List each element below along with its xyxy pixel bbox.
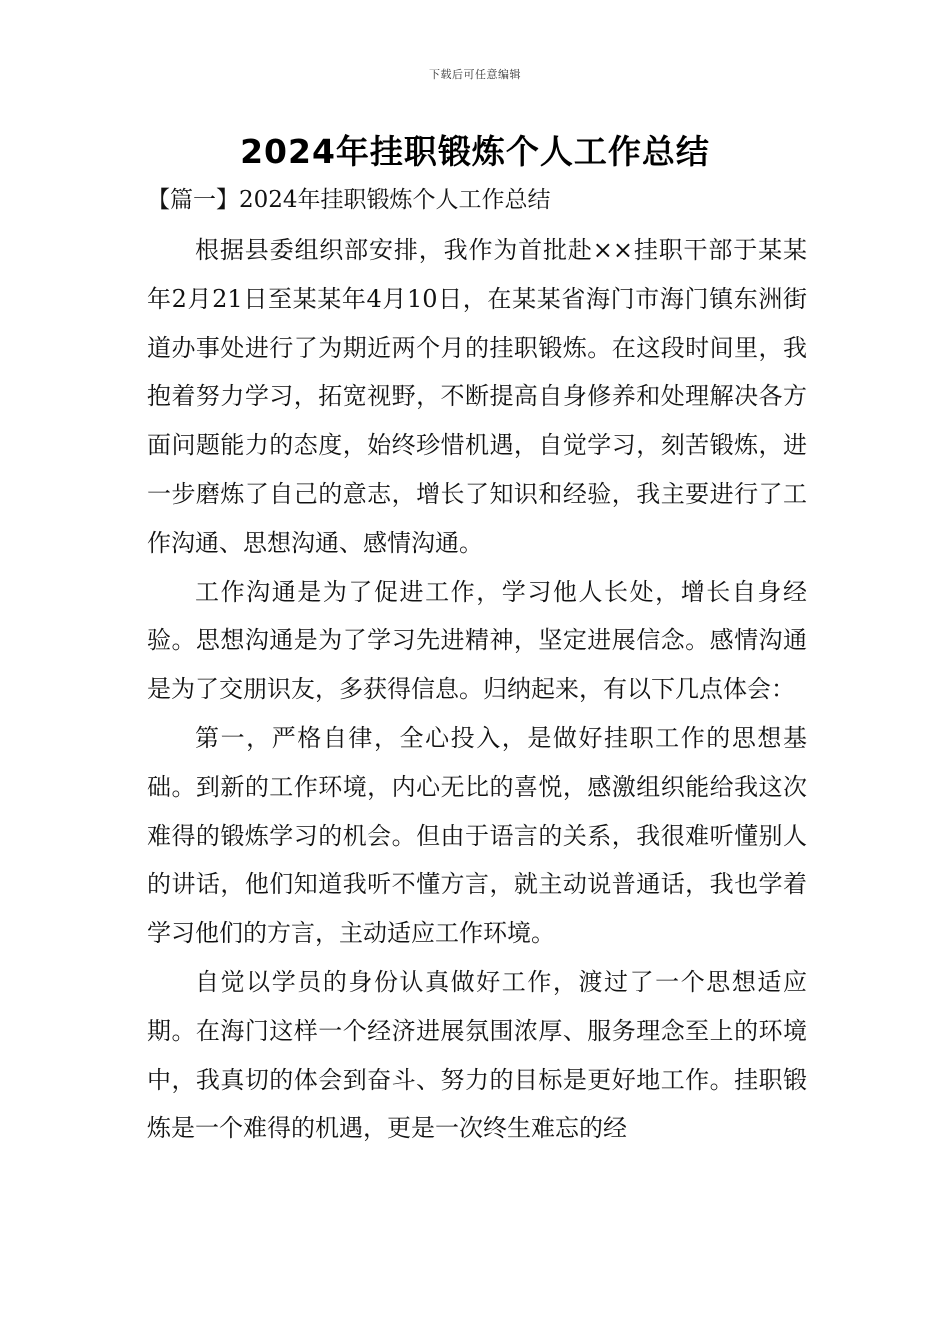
- paragraph: 根据县委组织部安排，我作为首批赴××挂职干部于某某年2月21日至某某年4月10日，在某某省海门市海门镇东洲街道办事处进行了为期近两个月的挂职锻炼。在这段时间里，我抱着努力学习，拓宽视野，不断提高自身修养和处理解决各方面问题能力的态度，始终珍惜机遇，自觉学习，刻苦锻炼，进一步磨炼了自己的意志，增长了知识和经验，我主要进行了工作沟通、思想沟通、感情沟通。: [147, 236, 807, 557]
- paragraph: 工作沟通是为了促进工作，学习他人长处，增长自身经验。思想沟通是为了学习先进精神，坚定进展信念。感情沟通是为了交朋识友，多获得信息。归纳起来，有以下几点体会：: [147, 577, 807, 704]
- header-note: 下载后可任意编辑: [429, 68, 521, 81]
- document-title: 2024年挂职锻炼个人工作总结: [240, 132, 710, 171]
- document-body: [147, 226, 807, 1153]
- section-heading: 【篇一】2024年挂职锻炼个人工作总结: [147, 187, 551, 213]
- paragraph: 第一，严格自律，全心投入，是做好挂职工作的思想基础。到新的工作环境，内心无比的喜悦，感激组织能给我这次难得的锻炼学习的机会。但由于语言的关系，我很难听懂别人的讲话，他们知道我听不懂方言，就主动说普通话，我也学着学习他们的方言，主动适应工作环境。: [147, 723, 807, 948]
- paragraph: 自觉以学员的身份认真做好工作，渡过了一个思想适应期。在海门这样一个经济进展氛围浓厚、服务理念至上的环境中，我真切的体会到奋斗、努力的目标是更好地工作。挂职锻炼是一个难得的机遇，更是一次终生难忘的经: [147, 967, 807, 1143]
